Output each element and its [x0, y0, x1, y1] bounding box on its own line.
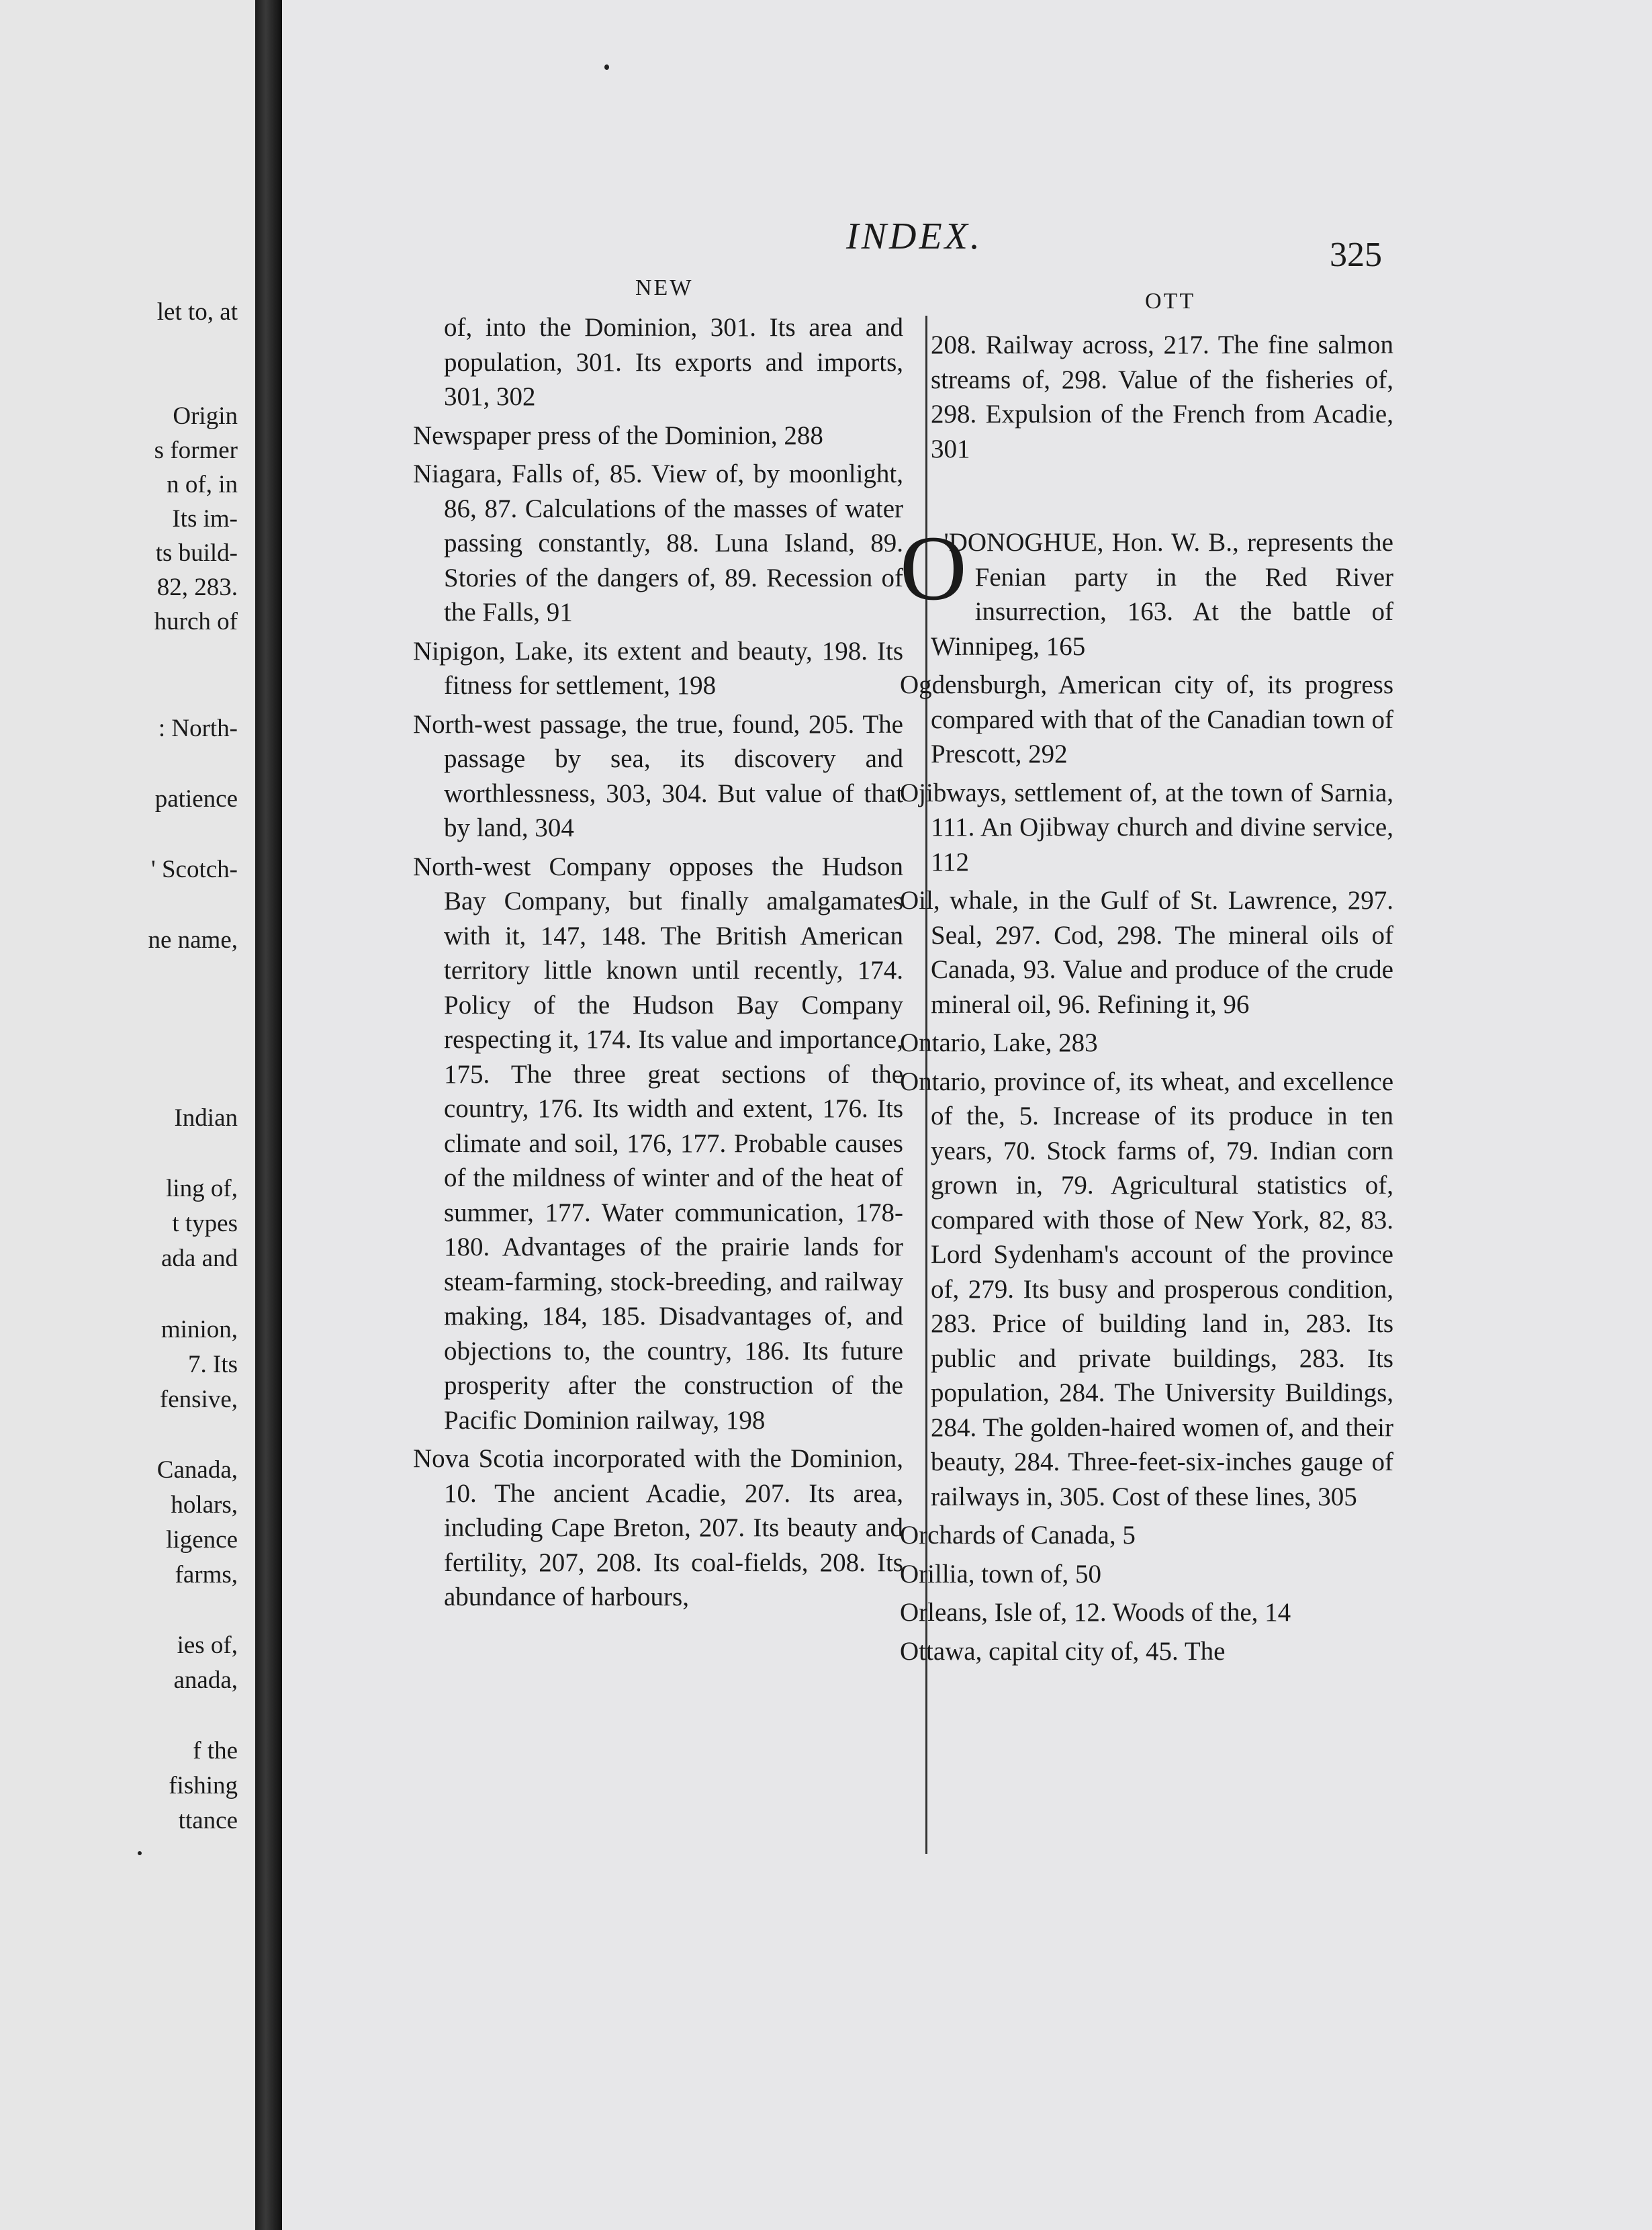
- index-entry-text: Orchards of Canada, 5: [900, 1521, 1136, 1550]
- index-entry: [900, 883, 1393, 1022]
- facing-page-line: ne name,: [148, 926, 238, 954]
- facing-page-line: Its im-: [172, 505, 238, 533]
- facing-page-line: ligence: [166, 1526, 238, 1554]
- drop-cap-letter: O: [900, 517, 967, 619]
- facing-page-line: Canada,: [156, 1456, 238, 1484]
- index-entry-text: Ontario, province of, its wheat, and excellence of the, 5. Increase of its produce in ten years, 70. Stock farms of, 79. Indian corn grown in, 79. Agricultural statistics of, compared with those of New York, 82, 83. Lord Sydenham's account of the province of, 279. Its busy and prosperous condition, 283. Price of building land in, 283. Its public and private buildings, 283. Its population, 284. The University Buildings, 284. The golden-haired women of, and their beauty, 284. Three-feet-six-inches gauge of railways in, 305. Cost of these lines, 305: [900, 1067, 1393, 1511]
- index-entry-text: Oil, whale, in the Gulf of St. Lawrence, 297. Seal, 297. Cod, 298. The mineral oils of Canada, 93. Value and produce of the crude mineral oil, 96. Refining it, 96: [900, 886, 1393, 1019]
- index-entry: [900, 668, 1393, 772]
- facing-page-line: farms,: [175, 1561, 238, 1589]
- index-entry: [900, 1518, 1393, 1553]
- facing-page-line: hurch of: [154, 608, 238, 635]
- facing-page-line: f the: [193, 1737, 238, 1765]
- facing-page-line: ling of,: [166, 1175, 238, 1202]
- index-page: [282, 0, 1652, 2230]
- index-entry-text: Ontario, Lake, 283: [900, 1028, 1098, 1057]
- index-entry-text: 208. Railway across, 217. The fine salmon streams of, 298. Value of the fisheries of, 298. Expulsion of the French from Acadie, 301: [931, 330, 1393, 463]
- left-column-head: NEW: [635, 275, 694, 300]
- facing-page-line: fishing: [169, 1772, 238, 1799]
- index-entry-text: Newspaper press of the Dominion, 288: [413, 420, 823, 450]
- facing-page-line: s former: [154, 437, 238, 464]
- index-entry: [413, 457, 903, 630]
- facing-page-line: fensive,: [159, 1386, 238, 1413]
- index-column-left: [413, 310, 903, 1619]
- facing-page-line: ies of,: [177, 1632, 238, 1659]
- index-entry: [413, 1441, 903, 1615]
- ink-speck: [138, 1851, 142, 1855]
- index-column-right: [900, 328, 1393, 1672]
- facing-page-line: ttance: [178, 1807, 238, 1834]
- index-entry-text: Niagara, Falls of, 85. View of, by moonlight, 86, 87. Calculations of the masses of water passing constantly, 88. Luna Island, 89. Stories of the dangers of, 89. Recession of the Falls, 91: [413, 459, 903, 627]
- index-entry: [413, 310, 903, 414]
- running-title: INDEX.: [846, 216, 982, 257]
- facing-page-line: t types: [172, 1210, 238, 1237]
- index-entry-text: North-west Company opposes the Hudson Bay Company, but finally amalgamates with it, 147, 148. The British American territory little known until recently, 174. Policy of the Hudson Bay Company respecting it, 174. Its value and importance, 175. The three great sections of the country, 176. Its width and extent, 176. Its climate and soil, 176, 177. Probable causes of the mildness of winter and of the heat of summer, 177. Water communication, 178-180. Advantages of the prairie lands for steam-farming, stock-breeding, and railway making, 184, 185. Disadvantages of, and objections to, the country, 186. Its future prosperity after the construction of the Pacific Dominion railway, 198: [413, 852, 903, 1435]
- index-entry: [900, 1595, 1393, 1630]
- index-entry: [900, 517, 1393, 664]
- facing-page-line: anada,: [173, 1666, 238, 1694]
- index-entry-text: of, into the Dominion, 301. Its area and population, 301. Its exports and imports, 301, 302: [444, 313, 903, 411]
- facing-page-line: patience: [154, 785, 238, 813]
- index-entry-text: Nipigon, Lake, its extent and beauty, 198. Its fitness for settlement, 198: [413, 636, 903, 700]
- right-column-head: OTT: [1145, 289, 1196, 314]
- facing-page-line: 82, 283.: [156, 574, 238, 601]
- index-entry-text: Orillia, town of, 50: [900, 1559, 1102, 1589]
- index-entry-text: Orleans, Isle of, 12. Woods of the, 14: [900, 1598, 1291, 1627]
- ink-speck: [604, 64, 609, 70]
- facing-page-line: : North-: [158, 715, 238, 742]
- index-entry: [900, 328, 1393, 466]
- index-entry-text: 'DONOGHUE, Hon. W. B., represents the Fenian party in the Red River insurrection, 163. At the battle of Winnipeg, 165: [931, 528, 1393, 661]
- index-entry: [900, 776, 1393, 880]
- facing-page-fragment: [0, 0, 259, 2230]
- index-entry: [900, 1634, 1393, 1669]
- index-entry: [413, 850, 903, 1438]
- facing-page-line: Indian: [174, 1104, 238, 1132]
- index-entry-text: Ogdensburgh, American city of, its progress compared with that of the Canadian town of Prescott, 292: [900, 670, 1393, 768]
- facing-page-line: ts build-: [155, 539, 238, 567]
- index-entry: [413, 707, 903, 846]
- index-entry: [900, 1065, 1393, 1515]
- index-entry-text: North-west passage, the true, found, 205. The passage by sea, its discovery and worthlessness, 303, 304. But value of that by land, 304: [413, 709, 903, 842]
- facing-page-line: 7. Its: [188, 1351, 238, 1378]
- facing-page-line: ada and: [160, 1245, 238, 1272]
- index-entry-text: Ojibways, settlement of, at the town of Sarnia, 111. An Ojibway church and divine service, 112: [900, 778, 1393, 877]
- index-entry: [900, 1557, 1393, 1592]
- index-entry-text: Ottawa, capital city of, 45. The: [900, 1636, 1226, 1666]
- index-entry: [413, 418, 903, 453]
- facing-page-line: holars,: [171, 1491, 238, 1519]
- facing-page-line: let to, at: [156, 298, 238, 326]
- index-entry: [900, 1026, 1393, 1061]
- facing-page-line: minion,: [160, 1316, 238, 1343]
- index-entry: [413, 634, 903, 703]
- page-number: 325: [1330, 236, 1382, 274]
- book-gutter: [255, 0, 282, 2230]
- facing-page-line: Origin: [173, 402, 238, 430]
- index-entry-text: Nova Scotia incorporated with the Dominion, 10. The ancient Acadie, 207. Its area, including Cape Breton, 207. Its beauty and fertility, 207, 208. Its coal-fields, 208. Its abundance of harbours,: [413, 1444, 903, 1611]
- facing-page-line: n of, in: [167, 471, 238, 498]
- facing-page-line: ' Scotch-: [151, 856, 238, 883]
